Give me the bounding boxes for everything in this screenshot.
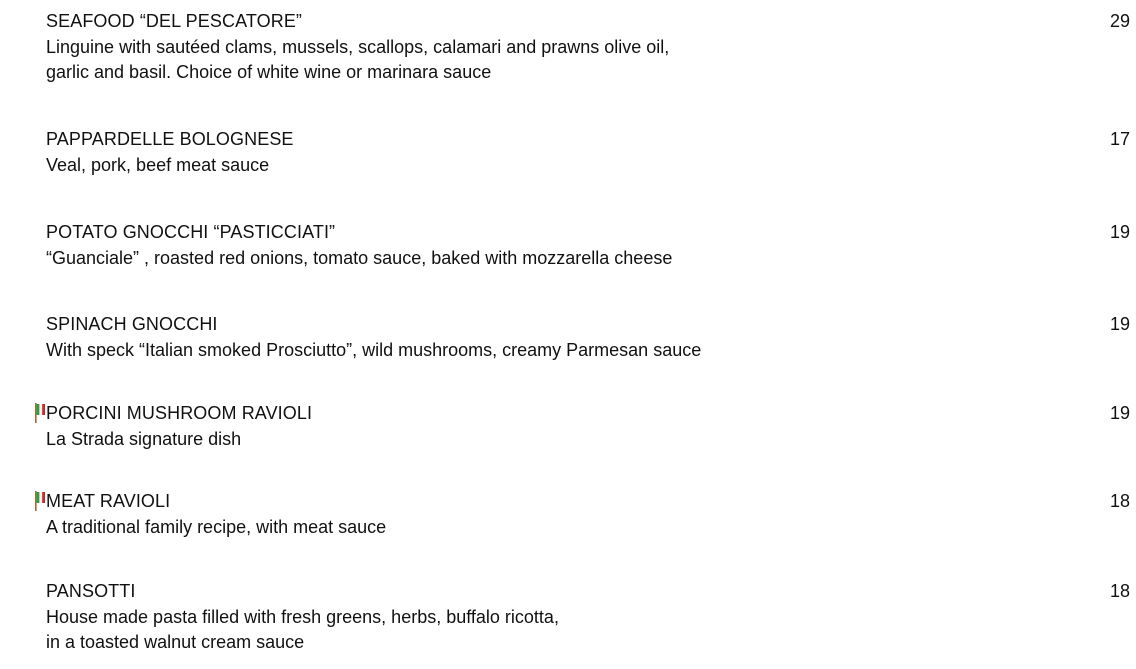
description-line: “Guanciale” , roasted red onions, tomato sauce, baked with mozzarella cheese: [46, 248, 673, 268]
italian-flag-icon: [35, 491, 45, 511]
menu-item-description: [46, 35, 1046, 85]
menu-item-name: MEAT RAVIOLI: [46, 491, 171, 511]
menu-item-description: [46, 605, 1046, 655]
description-line: garlic and basil. Choice of white wine or marinara sauce: [46, 62, 492, 82]
menu-item-name: POTATO GNOCCHI “PASTICCIATI”: [46, 222, 336, 242]
description-line: La Strada signature dish: [46, 429, 242, 449]
menu-item-description: [46, 153, 1046, 178]
menu-item-price: 18: [1109, 491, 1130, 511]
menu-item-name: PANSOTTI: [46, 581, 136, 601]
description-line: With speck “Italian smoked Prosciutto”, wild mushrooms, creamy Parmesan sauce: [46, 340, 702, 360]
menu-item-name: PAPPARDELLE BOLOGNESE: [46, 129, 294, 149]
description-line: House made pasta filled with fresh greens, herbs, buffalo ricotta,: [46, 607, 559, 627]
menu-item-description: [46, 427, 1046, 452]
italian-flag-icon: [35, 403, 45, 423]
menu-item-description: [46, 338, 1046, 363]
menu-item-price: 19: [1109, 314, 1130, 334]
description-line: Veal, pork, beef meat sauce: [46, 155, 270, 175]
description-line: A traditional family recipe, with meat sauce: [46, 517, 387, 537]
menu-item-price: 19: [1109, 403, 1130, 423]
menu-item-price: 29: [1109, 11, 1130, 31]
menu-item-description: [46, 246, 1046, 271]
menu-item-description: [46, 515, 1046, 540]
menu-item-price: 18: [1109, 581, 1130, 601]
menu-item-name: SEAFOOD “DEL PESCATORE”: [46, 11, 303, 31]
description-line: Linguine with sautéed clams, mussels, scallops, calamari and prawns olive oil,: [46, 37, 670, 57]
menu-item-price: 17: [1109, 129, 1130, 149]
description-line: in a toasted walnut cream sauce: [46, 632, 305, 652]
menu-item-price: 19: [1109, 222, 1130, 242]
menu-item-name: PORCINI MUSHROOM RAVIOLI: [46, 403, 313, 423]
menu-item-name: SPINACH GNOCCHI: [46, 314, 218, 334]
